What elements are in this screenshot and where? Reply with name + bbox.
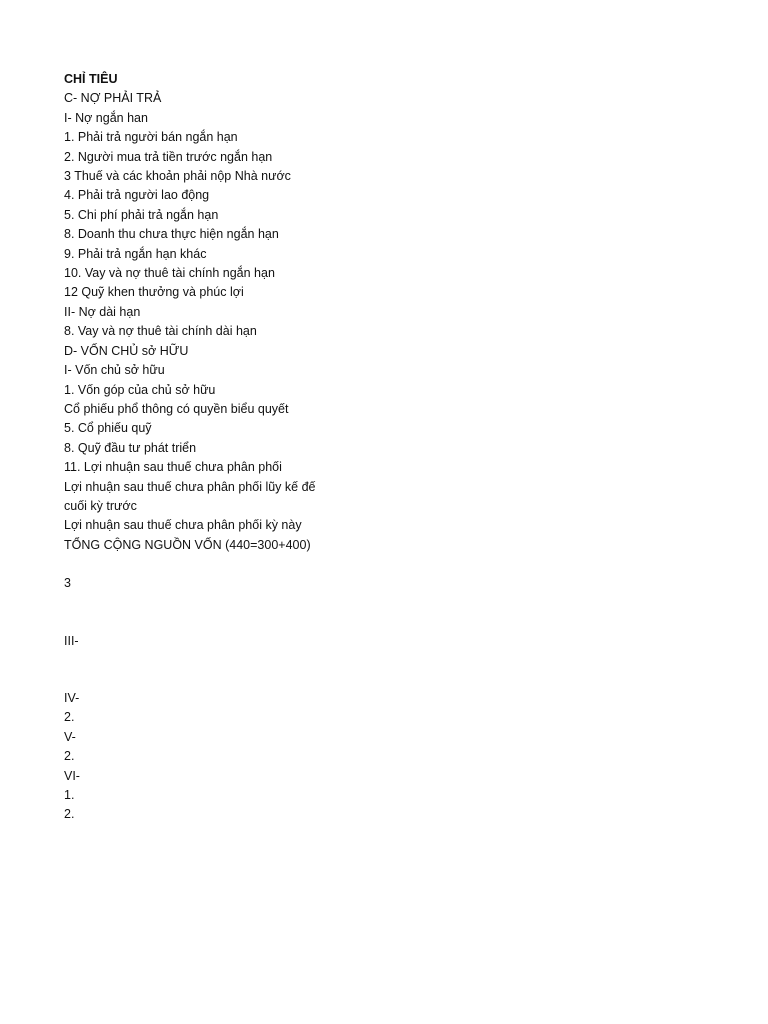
line-total: TỔNG CỘNG NGUỒN VỐN (440=300+400) — [64, 537, 311, 552]
line-item: 5. Cổ phiếu quỹ — [64, 421, 152, 436]
line-roman: VI- — [64, 768, 80, 783]
line-item: 5. Chi phí phải trả ngắn hạn — [64, 207, 219, 222]
line-item: Lợi nhuận sau thuế chưa phân phối kỳ này — [64, 518, 302, 533]
line-item: 9. Phải trả ngắn hạn khác — [64, 246, 207, 261]
line-item: Cổ phiếu phổ thông có quyền biểu quyết — [64, 401, 289, 416]
line-item: 12 Quỹ khen thưởng và phúc lợi — [64, 285, 244, 300]
line-number: 1. — [64, 788, 75, 802]
line-roman: V- — [64, 729, 76, 744]
line-item: 2. Người mua trả tiền trước ngắn hạn — [64, 149, 273, 164]
line-owner-equity: I- Vốn chủ sở hữu — [64, 363, 165, 378]
line-long-term-debt: II- Nợ dài hạn — [64, 304, 141, 319]
table-heading: CHỈ TIÊU — [64, 72, 118, 86]
section-liabilities: C- NỢ PHẢI TRẢ — [64, 91, 162, 106]
line-item: 1. Vốn góp của chủ sở hữu — [64, 382, 216, 397]
document-content — [64, 70, 364, 825]
line-item: 11. Lợi nhuận sau thuế chưa phân phối — [64, 460, 282, 475]
line-item: 8. Quỹ đầu tư phát triển — [64, 440, 197, 455]
line-number: 3 — [64, 576, 71, 591]
line-item: 8. Vay và nợ thuê tài chính dài hạn — [64, 324, 257, 339]
section-equity: D- VỐN CHỦ sở HỮU — [64, 343, 189, 358]
line-item: Lợi nhuận sau thuế chưa phân phối lũy kế đế — [64, 479, 316, 494]
line-roman: III- — [64, 633, 79, 648]
line-roman: IV- — [64, 690, 80, 705]
line-number: 2. — [64, 710, 75, 725]
line-item: 10. Vay và nợ thuê tài chính ngắn hạn — [64, 266, 275, 281]
line-number: 2. — [64, 807, 75, 822]
line-item: 4. Phải trả người lao động — [64, 188, 210, 203]
line-item: 3 Thuế và các khoản phải nộp Nhà nước — [64, 169, 291, 184]
line-short-term-debt: I- Nợ ngắn han — [64, 110, 148, 125]
line-number: 2. — [64, 749, 75, 764]
line-item: 8. Doanh thu chưa thực hiện ngắn hạn — [64, 227, 279, 242]
line-item: cuối kỳ trước — [64, 498, 137, 513]
line-item: 1. Phải trả người bán ngắn hạn — [64, 130, 238, 145]
